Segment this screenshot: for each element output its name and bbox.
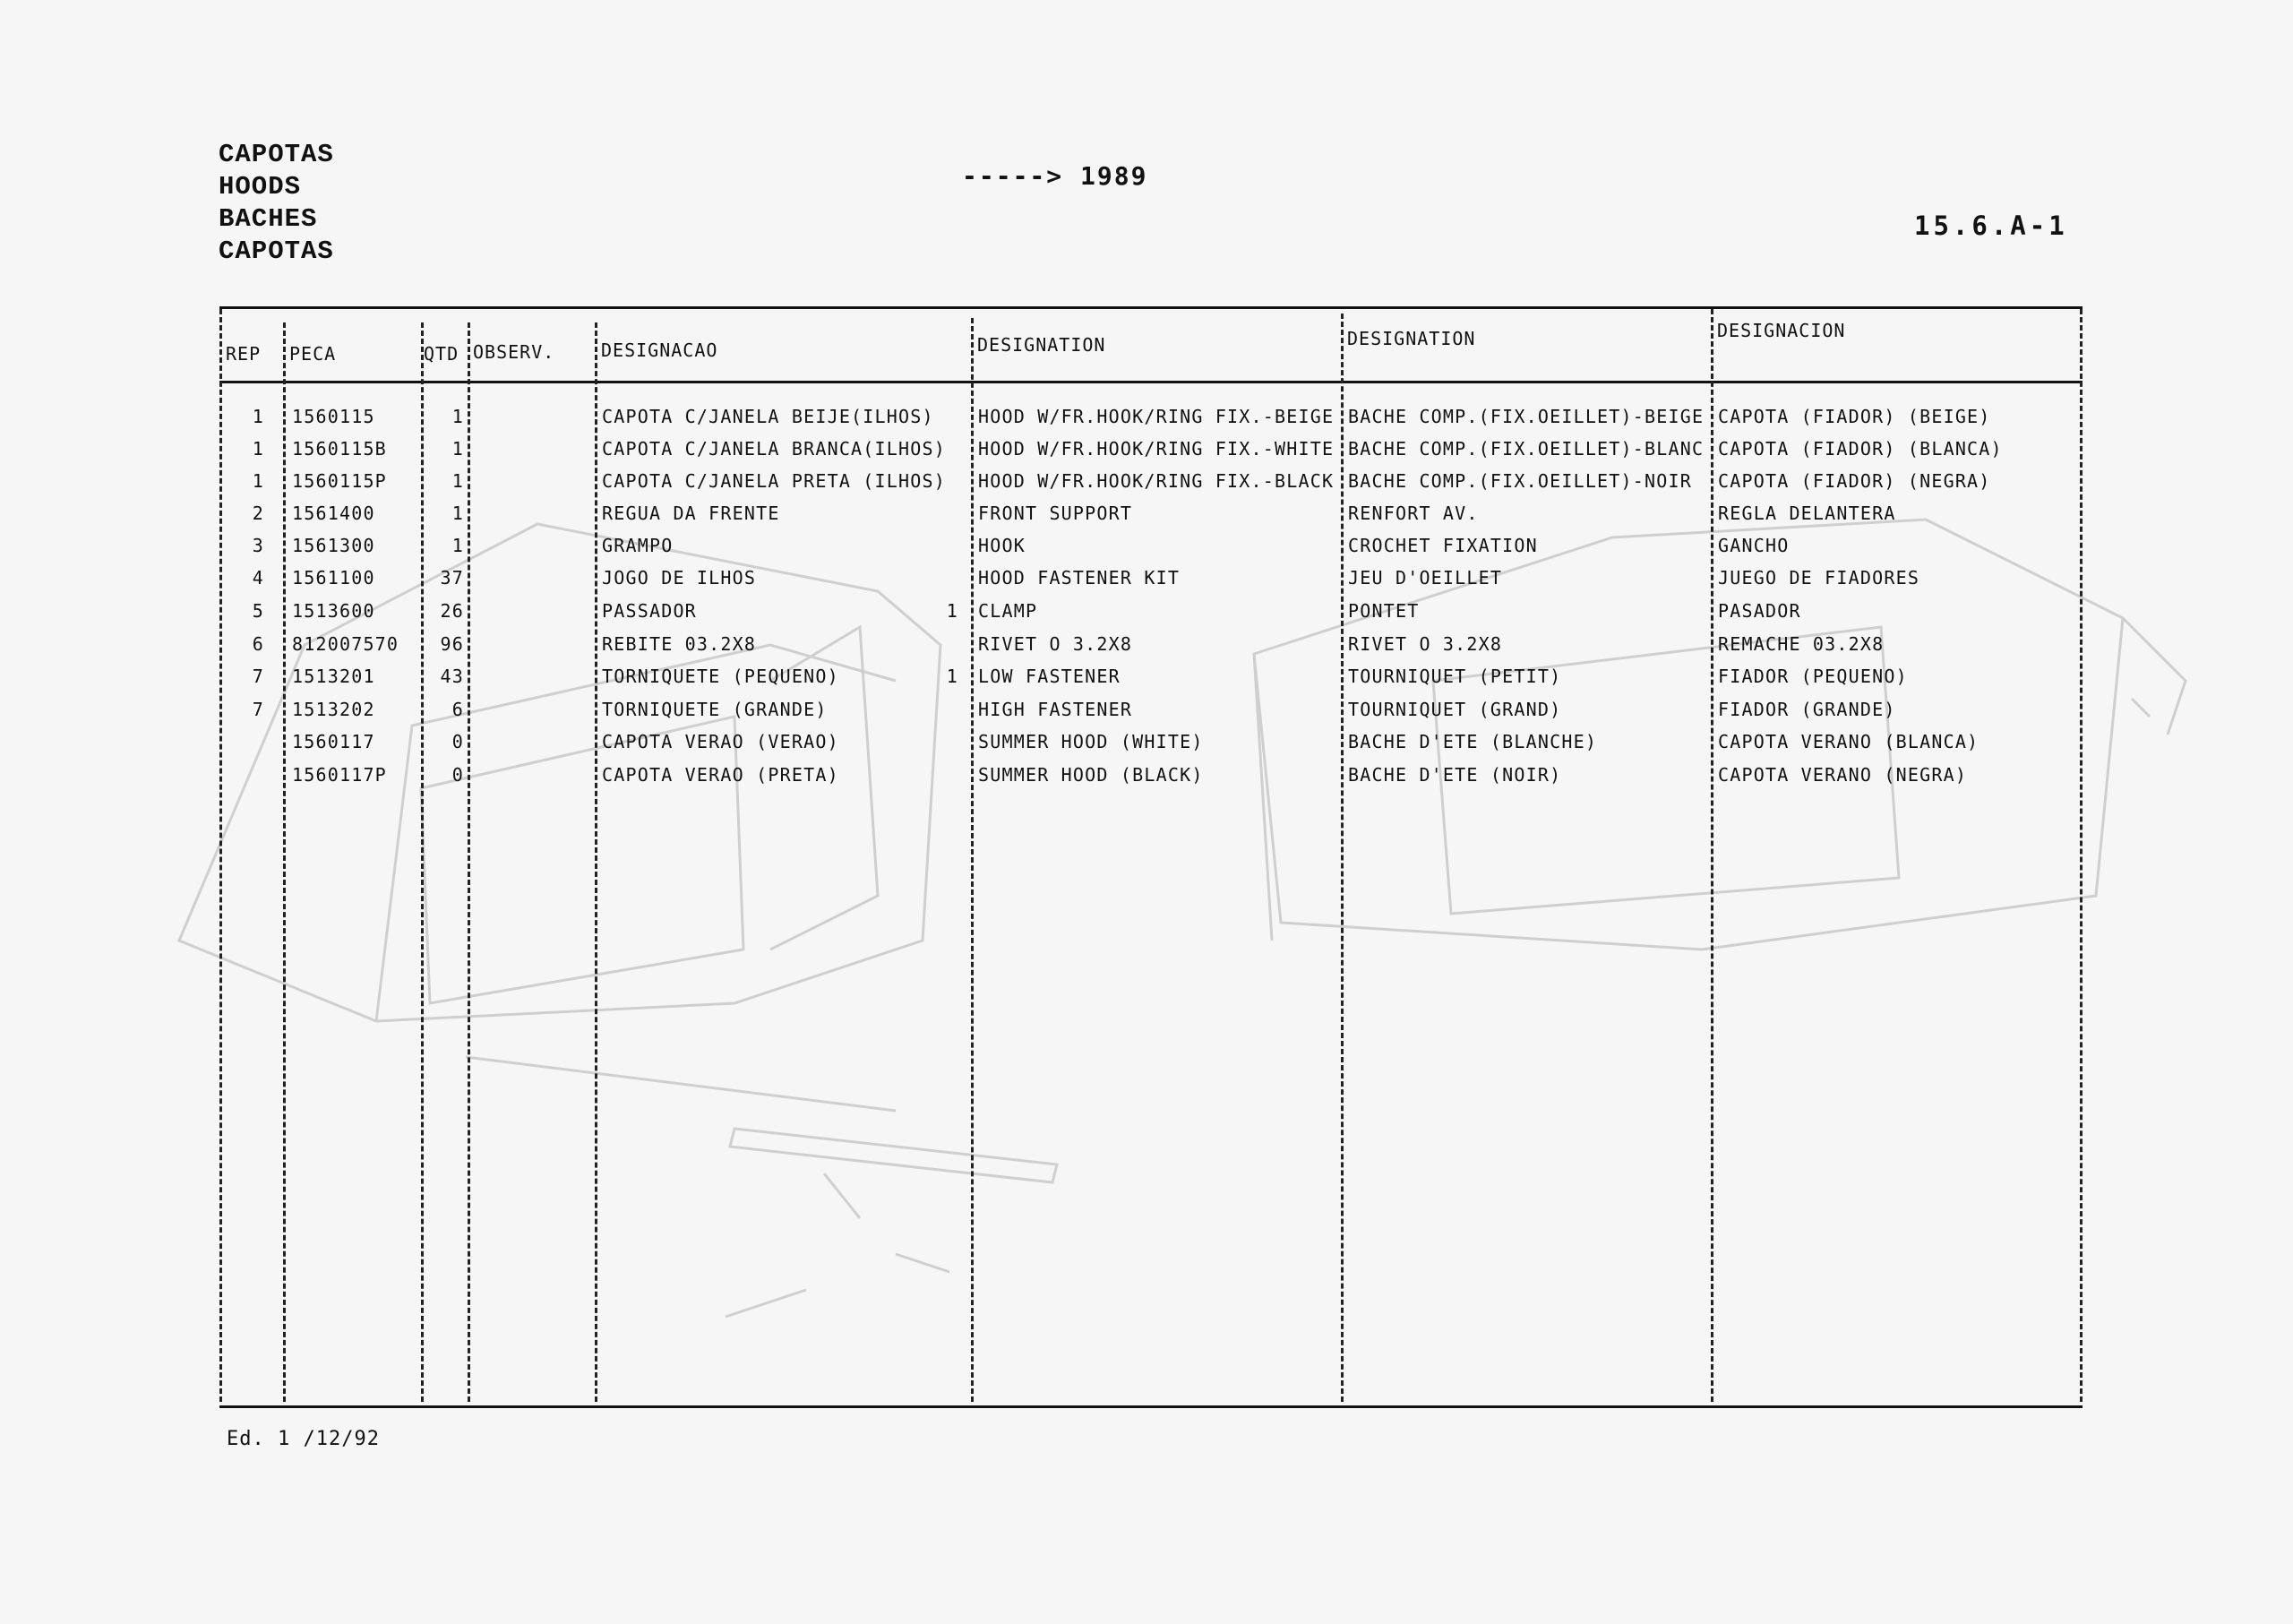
col-header-designation-fr: DESIGNATION [1347,328,1476,349]
cell-designacao: CAPOTA C/JANELA BRANCA(ILHOS) [602,438,946,460]
col-header-rep: REP [226,343,262,365]
cell-mark: 1 [946,600,958,622]
table-row [0,759,2293,791]
cell-part-number: 1560115 [292,406,375,427]
col-header-designation-en: DESIGNATION [977,334,1106,356]
cell-designacion: REMACHE 03.2X8 [1718,633,1885,655]
cell-rep: 3 [252,535,264,556]
table-row [0,693,2293,726]
cell-quantity: 96 [440,633,464,655]
table-row [0,433,2293,465]
cell-rep: 4 [252,567,264,589]
cell-quantity: 0 [451,764,464,786]
cell-rep: 7 [252,666,264,687]
cell-designacion: GANCHO [1718,535,1790,556]
cell-designation-fr: BACHE COMP.(FIX.OEILLET)-BEIGE [1348,406,1705,427]
cell-designation-fr: TOURNIQUET (PETIT) [1348,666,1562,687]
table-row [0,562,2293,594]
cell-rep: 1 [252,406,264,427]
cell-rep: 5 [252,600,264,622]
cell-rep: 1 [252,470,264,492]
model-year: -----> 1989 [962,161,1148,191]
col-header-observ: OBSERV. [473,341,555,363]
cell-designacao: REGUA DA FRENTE [602,503,780,524]
table-row [0,595,2293,627]
table-row [0,497,2293,529]
col-header-designacion: DESIGNACION [1717,320,1846,341]
cell-part-number: 1561100 [292,567,375,589]
cell-designation-fr: BACHE COMP.(FIX.OEILLET)-BLANC [1348,438,1705,460]
cell-rep: 2 [252,503,264,524]
cell-part-number: 1513201 [292,666,375,687]
cell-part-number: 812007570 [292,633,399,655]
header-divider [219,381,2083,383]
cell-designacao: PASSADOR [602,600,697,622]
cell-quantity: 43 [440,666,464,687]
cell-quantity: 1 [451,535,464,556]
col-header-qty: QTD [424,343,459,365]
cell-designacion: CAPOTA (FIADOR) (NEGRA) [1718,470,1991,492]
cell-quantity: 1 [451,406,464,427]
edition-date: Ed. 1 /12/92 [227,1428,380,1450]
cell-designacao: TORNIQUETE (GRANDE) [602,699,828,720]
title-es: CAPOTAS [219,236,334,266]
cell-rep: 1 [252,438,264,460]
cell-designacao: JOGO DE ILHOS [602,567,757,589]
cell-designacao: TORNIQUETE (PEQUENO) [602,666,839,687]
cell-part-number: 1560117 [292,731,375,752]
cell-designation-en: SUMMER HOOD (WHITE) [978,731,1204,752]
page-reference: 15.6.A-1 [1914,211,2068,241]
cell-designation-en: HOOD W/FR.HOOK/RING FIX.-BLACK [978,470,1335,492]
cell-designation-en: HIGH FASTENER [978,699,1133,720]
cell-quantity: 1 [451,438,464,460]
cell-designation-fr: PONTET [1348,600,1420,622]
cell-designation-fr: BACHE D'ETE (NOIR) [1348,764,1562,786]
cell-designation-fr: RIVET O 3.2X8 [1348,633,1503,655]
cell-designacao: CAPOTA C/JANELA PRETA (ILHOS) [602,470,946,492]
title-en: HOODS [219,172,302,202]
cell-designacion: CAPOTA VERANO (BLANCA) [1718,731,1980,752]
cell-designation-en: SUMMER HOOD (BLACK) [978,764,1204,786]
cell-designacao: CAPOTA VERAO (PRETA) [602,764,839,786]
cell-designation-en: LOW FASTENER [978,666,1121,687]
cell-designacao: GRAMPO [602,535,674,556]
cell-designation-fr: BACHE D'ETE (BLANCHE) [1348,731,1598,752]
cell-part-number: 1561400 [292,503,375,524]
col-header-peca: PECA [289,343,337,365]
cell-quantity: 6 [451,699,464,720]
cell-designacion: FIADOR (PEQUENO) [1718,666,1908,687]
cell-designacion: CAPOTA VERANO (NEGRA) [1718,764,1968,786]
cell-designacao: CAPOTA VERAO (VERAO) [602,731,839,752]
cell-designation-en: CLAMP [978,600,1038,622]
cell-designation-fr: TOURNIQUET (GRAND) [1348,699,1562,720]
table-row [0,400,2293,433]
cell-designacao: CAPOTA C/JANELA BEIJE(ILHOS) [602,406,934,427]
cell-part-number: 1513202 [292,699,375,720]
cell-designation-en: HOOD W/FR.HOOK/RING FIX.-WHITE [978,438,1335,460]
cell-part-number: 1561300 [292,535,375,556]
table-row [0,628,2293,660]
cell-designacion: REGLA DELANTERA [1718,503,1896,524]
cell-designation-en: HOOD FASTENER KIT [978,567,1181,589]
cell-part-number: 1560115P [292,470,387,492]
cell-designation-en: RIVET O 3.2X8 [978,633,1133,655]
cell-designation-en: HOOK [978,535,1026,556]
title-fr: BACHES [219,204,318,234]
cell-designation-fr: BACHE COMP.(FIX.OEILLET)-NOIR [1348,470,1692,492]
cell-quantity: 26 [440,600,464,622]
cell-designation-fr: JEU D'OEILLET [1348,567,1503,589]
cell-designation-fr: RENFORT AV. [1348,503,1479,524]
cell-designation-fr: CROCHET FIXATION [1348,535,1538,556]
cell-rep: 6 [252,633,264,655]
cell-quantity: 37 [440,567,464,589]
cell-designacion: FIADOR (GRANDE) [1718,699,1896,720]
cell-designacion: PASADOR [1718,600,1801,622]
cell-designacion: CAPOTA (FIADOR) (BLANCA) [1718,438,2003,460]
title-pt: CAPOTAS [219,140,334,169]
cell-designation-en: HOOD W/FR.HOOK/RING FIX.-BEIGE [978,406,1335,427]
cell-quantity: 0 [451,731,464,752]
cell-designacion: CAPOTA (FIADOR) (BEIGE) [1718,406,1991,427]
table-row [0,726,2293,758]
cell-quantity: 1 [451,470,464,492]
table-row [0,529,2293,562]
cell-designation-en: FRONT SUPPORT [978,503,1133,524]
cell-mark: 1 [946,666,958,687]
cell-quantity: 1 [451,503,464,524]
cell-part-number: 1560117P [292,764,387,786]
col-header-designacao: DESIGNACAO [601,339,718,361]
cell-designacion: JUEGO DE FIADORES [1718,567,1920,589]
section-titles [219,139,334,268]
cell-designacao: REBITE 03.2X8 [602,633,757,655]
cell-rep: 7 [252,699,264,720]
table-row [0,465,2293,497]
table-row [0,660,2293,692]
cell-part-number: 1513600 [292,600,375,622]
cell-part-number: 1560115B [292,438,387,460]
